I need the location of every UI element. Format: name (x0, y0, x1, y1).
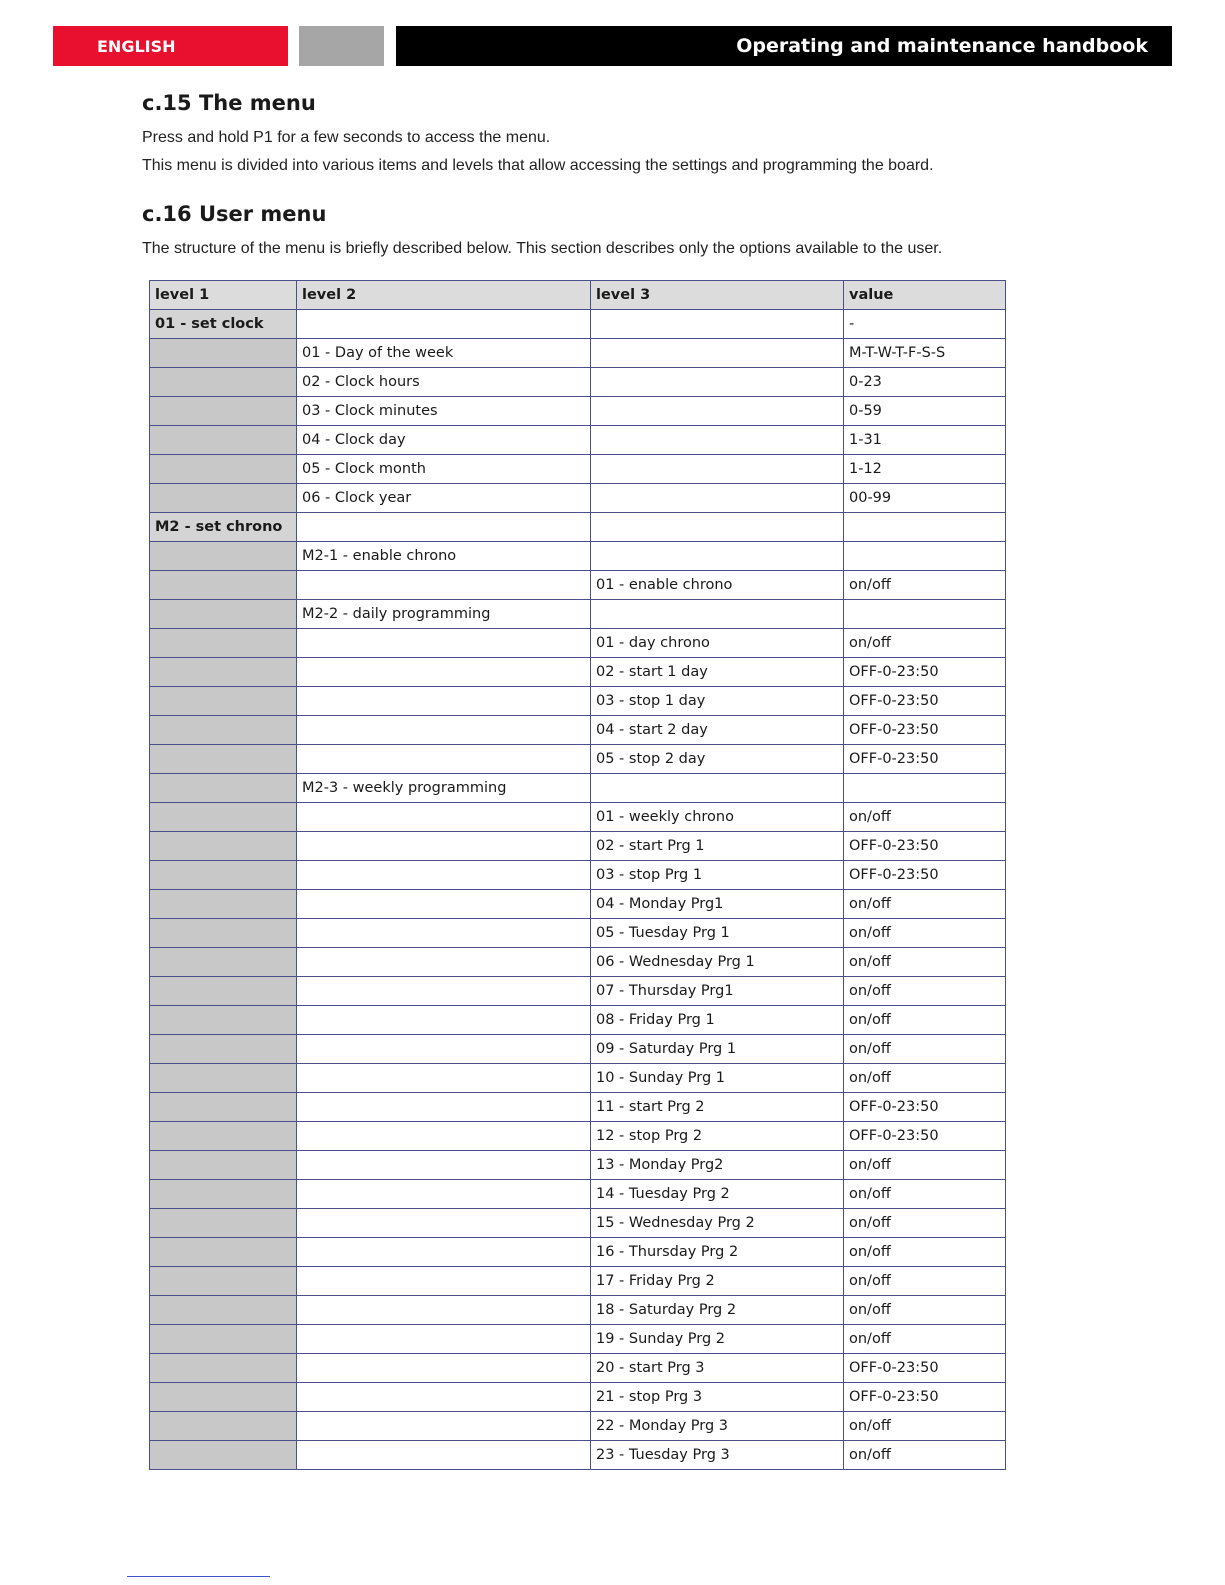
value-cell: 0-23 (844, 368, 1006, 397)
level-2-cell (297, 803, 591, 832)
table-row (150, 1064, 1006, 1093)
level-3-cell: 05 - Tuesday Prg 1 (591, 919, 844, 948)
level-3-cell: 21 - stop Prg 3 (591, 1383, 844, 1412)
level-2-cell (297, 1325, 591, 1354)
level-1-cell (150, 426, 297, 455)
value-cell: on/off (844, 1209, 1006, 1238)
header-gray-block (299, 26, 384, 66)
level-2-cell (297, 1238, 591, 1267)
level-2-cell (297, 1006, 591, 1035)
level-2-cell: 03 - Clock minutes (297, 397, 591, 426)
value-cell: 1-12 (844, 455, 1006, 484)
value-cell: on/off (844, 1267, 1006, 1296)
header-level-2: level 2 (297, 281, 591, 310)
level-2-cell: M2-2 - daily programming (297, 600, 591, 629)
level-1-cell (150, 1267, 297, 1296)
table-row (150, 658, 1006, 687)
table-row (150, 1093, 1006, 1122)
level-3-cell: 05 - stop 2 day (591, 745, 844, 774)
level-3-cell: 12 - stop Prg 2 (591, 1122, 844, 1151)
level-2-cell (297, 716, 591, 745)
level-3-cell: 09 - Saturday Prg 1 (591, 1035, 844, 1064)
level-2-cell (297, 513, 591, 542)
table-row (150, 1325, 1006, 1354)
value-cell: - (844, 310, 1006, 339)
table-row (150, 310, 1006, 339)
level-2-cell (297, 832, 591, 861)
level-1-cell: M2 - set chrono (150, 513, 297, 542)
value-cell: OFF-0-23:50 (844, 658, 1006, 687)
value-cell: on/off (844, 1325, 1006, 1354)
level-1-cell (150, 1238, 297, 1267)
level-1-cell (150, 368, 297, 397)
value-cell: on/off (844, 948, 1006, 977)
level-3-cell (591, 484, 844, 513)
value-cell: OFF-0-23:50 (844, 1093, 1006, 1122)
level-1-cell (150, 716, 297, 745)
value-cell: on/off (844, 1412, 1006, 1441)
table-row (150, 977, 1006, 1006)
level-2-cell: 04 - Clock day (297, 426, 591, 455)
level-2-cell (297, 919, 591, 948)
value-cell: M-T-W-T-F-S-S (844, 339, 1006, 368)
level-1-cell (150, 1006, 297, 1035)
level-3-cell: 07 - Thursday Prg1 (591, 977, 844, 1006)
level-3-cell (591, 426, 844, 455)
level-1-cell (150, 832, 297, 861)
level-2-cell (297, 1354, 591, 1383)
value-cell: OFF-0-23:50 (844, 861, 1006, 890)
value-cell: 00-99 (844, 484, 1006, 513)
level-1-cell (150, 1296, 297, 1325)
table-row (150, 1267, 1006, 1296)
user-menu-table (149, 280, 1006, 1470)
level-2-cell (297, 890, 591, 919)
level-3-cell (591, 600, 844, 629)
footer-rule (127, 1576, 270, 1577)
paragraph-user-menu-intro: The structure of the menu is briefly described below. This section describes only the options available to the user. (142, 240, 943, 257)
paragraph-menu-structure: This menu is divided into various items and levels that allow accessing the settings and programming the board. (142, 157, 934, 174)
level-1-cell (150, 1383, 297, 1412)
level-3-cell: 03 - stop Prg 1 (591, 861, 844, 890)
level-3-cell: 02 - start 1 day (591, 658, 844, 687)
level-2-cell (297, 658, 591, 687)
level-2-cell (297, 861, 591, 890)
handbook-title: Operating and maintenance handbook (396, 26, 1172, 66)
level-1-cell (150, 977, 297, 1006)
table-row (150, 426, 1006, 455)
level-2-cell (297, 1296, 591, 1325)
level-1-cell (150, 1151, 297, 1180)
level-3-cell (591, 397, 844, 426)
level-3-cell: 18 - Saturday Prg 2 (591, 1296, 844, 1325)
table-row (150, 1180, 1006, 1209)
level-1-cell (150, 1354, 297, 1383)
table-row (150, 397, 1006, 426)
level-1-cell (150, 803, 297, 832)
language-tab: ENGLISH (53, 26, 288, 66)
level-3-cell (591, 774, 844, 803)
header-value: value (844, 281, 1006, 310)
value-cell: on/off (844, 890, 1006, 919)
value-cell: on/off (844, 1238, 1006, 1267)
level-2-cell: 05 - Clock month (297, 455, 591, 484)
table-row (150, 890, 1006, 919)
level-3-cell: 03 - stop 1 day (591, 687, 844, 716)
level-3-cell: 04 - Monday Prg1 (591, 890, 844, 919)
level-1-cell (150, 687, 297, 716)
level-3-cell: 16 - Thursday Prg 2 (591, 1238, 844, 1267)
level-1-cell (150, 1180, 297, 1209)
value-cell (844, 774, 1006, 803)
level-3-cell: 11 - start Prg 2 (591, 1093, 844, 1122)
level-2-cell (297, 1122, 591, 1151)
value-cell: 1-31 (844, 426, 1006, 455)
level-3-cell: 08 - Friday Prg 1 (591, 1006, 844, 1035)
value-cell (844, 513, 1006, 542)
table-row (150, 774, 1006, 803)
table-row (150, 1354, 1006, 1383)
level-3-cell (591, 339, 844, 368)
value-cell: on/off (844, 1006, 1006, 1035)
table-row (150, 571, 1006, 600)
level-2-cell (297, 1093, 591, 1122)
level-2-cell (297, 1064, 591, 1093)
level-2-cell: M2-1 - enable chrono (297, 542, 591, 571)
level-1-cell (150, 339, 297, 368)
level-1-cell (150, 1035, 297, 1064)
value-cell: 0-59 (844, 397, 1006, 426)
value-cell: on/off (844, 1441, 1006, 1470)
level-2-cell: 02 - Clock hours (297, 368, 591, 397)
level-2-cell: 06 - Clock year (297, 484, 591, 513)
level-1-cell (150, 948, 297, 977)
level-2-cell (297, 977, 591, 1006)
value-cell: OFF-0-23:50 (844, 1122, 1006, 1151)
value-cell (844, 600, 1006, 629)
table-row (150, 1006, 1006, 1035)
level-2-cell (297, 1441, 591, 1470)
table-row (150, 484, 1006, 513)
table-header-row (150, 281, 1006, 310)
level-1-cell (150, 861, 297, 890)
value-cell: OFF-0-23:50 (844, 716, 1006, 745)
value-cell (844, 542, 1006, 571)
table-row (150, 687, 1006, 716)
value-cell: OFF-0-23:50 (844, 832, 1006, 861)
table-row (150, 1238, 1006, 1267)
level-2-cell (297, 1267, 591, 1296)
level-2-cell: M2-3 - weekly programming (297, 774, 591, 803)
table-row (150, 1296, 1006, 1325)
value-cell: on/off (844, 571, 1006, 600)
level-3-cell: 01 - enable chrono (591, 571, 844, 600)
level-1-cell (150, 397, 297, 426)
level-2-cell: 01 - Day of the week (297, 339, 591, 368)
level-2-cell (297, 948, 591, 977)
level-2-cell (297, 687, 591, 716)
table-row (150, 716, 1006, 745)
value-cell: OFF-0-23:50 (844, 745, 1006, 774)
level-1-cell (150, 1064, 297, 1093)
table-row (150, 542, 1006, 571)
level-1-cell (150, 484, 297, 513)
table-row (150, 948, 1006, 977)
level-3-cell: 23 - Tuesday Prg 3 (591, 1441, 844, 1470)
level-1-cell: 01 - set clock (150, 310, 297, 339)
level-1-cell (150, 600, 297, 629)
value-cell: on/off (844, 1180, 1006, 1209)
level-3-cell: 19 - Sunday Prg 2 (591, 1325, 844, 1354)
level-2-cell (297, 310, 591, 339)
value-cell: on/off (844, 919, 1006, 948)
level-1-cell (150, 658, 297, 687)
header-level-1: level 1 (150, 281, 297, 310)
table-row (150, 1412, 1006, 1441)
level-1-cell (150, 1122, 297, 1151)
level-3-cell: 02 - start Prg 1 (591, 832, 844, 861)
table-row (150, 455, 1006, 484)
level-2-cell (297, 1180, 591, 1209)
level-3-cell: 06 - Wednesday Prg 1 (591, 948, 844, 977)
level-1-cell (150, 542, 297, 571)
value-cell: on/off (844, 1064, 1006, 1093)
table-row (150, 1035, 1006, 1064)
section-title-menu: c.15 The menu (142, 91, 316, 115)
level-2-cell (297, 1151, 591, 1180)
table-row (150, 861, 1006, 890)
level-3-cell: 04 - start 2 day (591, 716, 844, 745)
level-1-cell (150, 455, 297, 484)
level-1-cell (150, 1412, 297, 1441)
table-row (150, 339, 1006, 368)
level-1-cell (150, 629, 297, 658)
level-3-cell (591, 513, 844, 542)
level-3-cell: 10 - Sunday Prg 1 (591, 1064, 844, 1093)
level-2-cell (297, 571, 591, 600)
level-1-cell (150, 919, 297, 948)
level-1-cell (150, 571, 297, 600)
level-1-cell (150, 1209, 297, 1238)
level-1-cell (150, 745, 297, 774)
level-3-cell: 15 - Wednesday Prg 2 (591, 1209, 844, 1238)
table-row (150, 368, 1006, 397)
value-cell: on/off (844, 1296, 1006, 1325)
table-row (150, 832, 1006, 861)
level-1-cell (150, 1093, 297, 1122)
level-3-cell (591, 310, 844, 339)
level-1-cell (150, 1441, 297, 1470)
table-row (150, 1122, 1006, 1151)
level-3-cell: 14 - Tuesday Prg 2 (591, 1180, 844, 1209)
value-cell: on/off (844, 977, 1006, 1006)
level-1-cell (150, 1325, 297, 1354)
table-row (150, 919, 1006, 948)
table-row (150, 1209, 1006, 1238)
value-cell: OFF-0-23:50 (844, 687, 1006, 716)
level-2-cell (297, 1412, 591, 1441)
level-3-cell: 20 - start Prg 3 (591, 1354, 844, 1383)
paragraph-access-menu: Press and hold P1 for a few seconds to access the menu. (142, 129, 551, 146)
level-2-cell (297, 745, 591, 774)
level-3-cell (591, 542, 844, 571)
table-row (150, 1383, 1006, 1412)
table-row (150, 803, 1006, 832)
level-2-cell (297, 629, 591, 658)
level-3-cell: 22 - Monday Prg 3 (591, 1412, 844, 1441)
value-cell: OFF-0-23:50 (844, 1383, 1006, 1412)
table-row (150, 745, 1006, 774)
level-3-cell: 01 - day chrono (591, 629, 844, 658)
level-3-cell: 01 - weekly chrono (591, 803, 844, 832)
level-3-cell (591, 368, 844, 397)
table-row (150, 1151, 1006, 1180)
table-row (150, 513, 1006, 542)
header-level-3: level 3 (591, 281, 844, 310)
table-row (150, 600, 1006, 629)
value-cell: on/off (844, 1035, 1006, 1064)
level-3-cell: 13 - Monday Prg2 (591, 1151, 844, 1180)
level-2-cell (297, 1209, 591, 1238)
value-cell: on/off (844, 629, 1006, 658)
table-row (150, 629, 1006, 658)
level-2-cell (297, 1383, 591, 1412)
level-1-cell (150, 890, 297, 919)
level-1-cell (150, 774, 297, 803)
section-title-user-menu: c.16 User menu (142, 202, 327, 226)
value-cell: on/off (844, 803, 1006, 832)
level-3-cell: 17 - Friday Prg 2 (591, 1267, 844, 1296)
level-3-cell (591, 455, 844, 484)
value-cell: on/off (844, 1151, 1006, 1180)
level-2-cell (297, 1035, 591, 1064)
table-row (150, 1441, 1006, 1470)
value-cell: OFF-0-23:50 (844, 1354, 1006, 1383)
